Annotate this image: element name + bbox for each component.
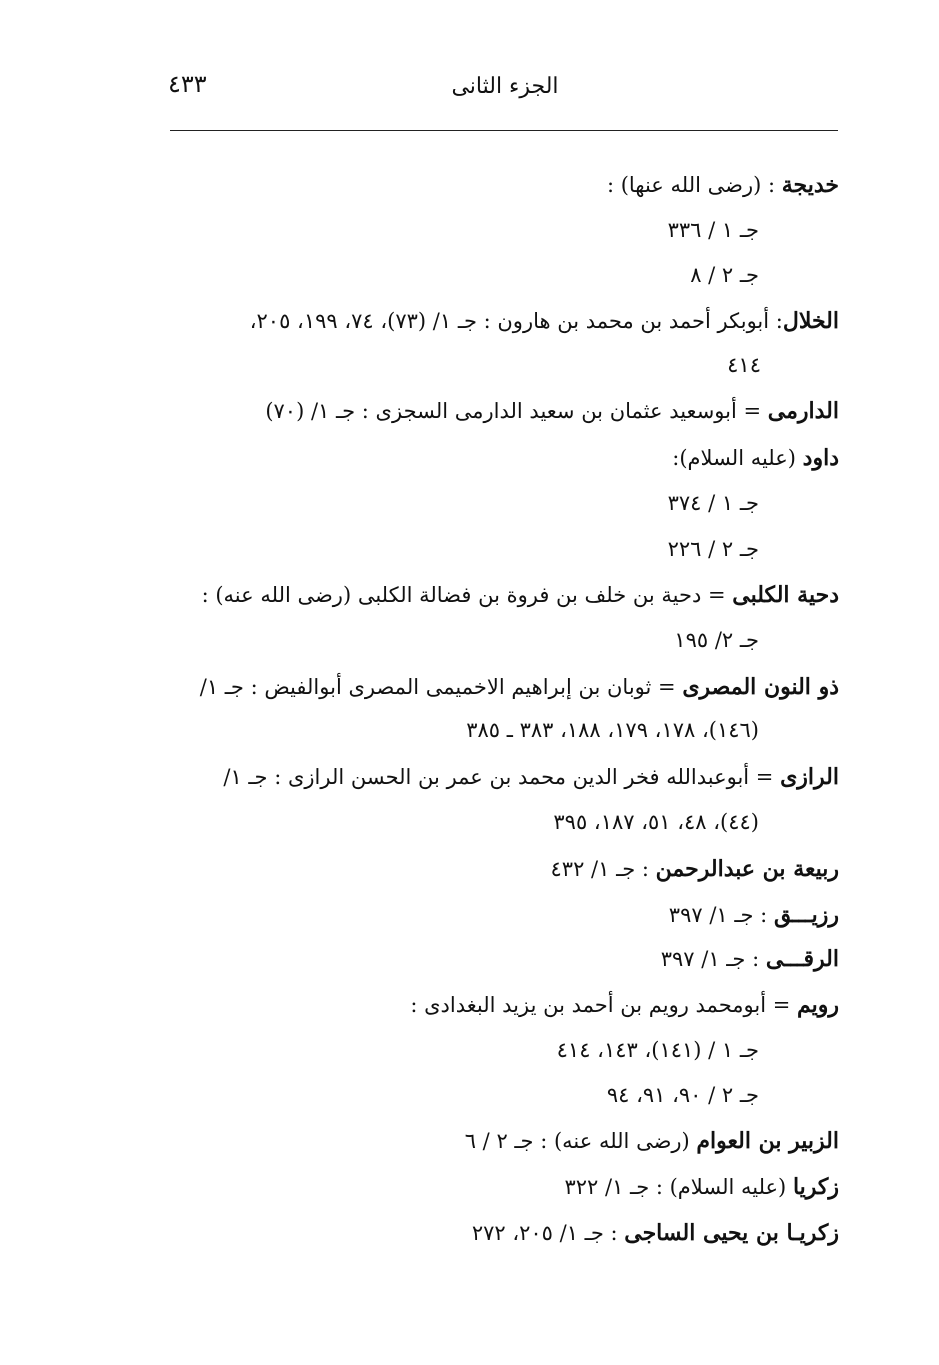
entry-text: جـ ٢ / ٩٠، ٩١، ٩٤ bbox=[606, 1083, 759, 1107]
entry-text: ٤١٤ bbox=[727, 353, 761, 377]
entry-head: داود bbox=[802, 445, 839, 471]
entry-text: = أبومحمد رويم بن أحمد بن يزيد البغدادى : bbox=[410, 993, 797, 1017]
entry-line bbox=[674, 625, 759, 655]
entry-text: = أبوعبدالله فخر الدين محمد بن عمر بن الحسن الرازى : جـ ١/ bbox=[223, 765, 781, 789]
entry-text: (عليه السلام) : جـ ١/ ٣٢٢ bbox=[564, 1175, 793, 1199]
entry-text: = ثوبان بن إبراهيم الاخميمى المصرى أبوالفيض : جـ ١/ bbox=[199, 675, 683, 699]
entry-text: : جـ ١/ ٣٩٧ bbox=[668, 903, 774, 927]
entry-text: : (رضى الله عنها) : bbox=[606, 173, 782, 197]
entry-line bbox=[551, 854, 839, 884]
entry-line bbox=[223, 762, 839, 792]
entry-line bbox=[668, 488, 759, 518]
entry-text: جـ ١ / (١٤١)، ١٤٣، ٤١٤ bbox=[556, 1038, 759, 1062]
entry-line bbox=[472, 1218, 839, 1248]
entry-line bbox=[668, 534, 759, 564]
entry-text: = دحية بن خلف بن فروة بن فضالة الكلبى (رضى الله عنه) : bbox=[201, 583, 733, 607]
entry-line bbox=[465, 1126, 839, 1156]
running-title: الجزء الثانى bbox=[451, 74, 559, 99]
entry-text: (عليه السلام): bbox=[672, 446, 803, 470]
entry-line bbox=[553, 807, 759, 837]
entry-line bbox=[557, 1035, 759, 1065]
entry-line bbox=[202, 580, 839, 610]
entry-line bbox=[265, 396, 839, 426]
entry-text: (رضى الله عنه) : جـ ٢ / ٦ bbox=[464, 1129, 697, 1153]
header-rule bbox=[170, 130, 838, 131]
entry-head: زكريـا بن يحيى الساجى bbox=[624, 1220, 839, 1246]
entry-text: : أبوبكر أحمد بن محمد بن هارون : جـ ١/ (٧٣)، ٧٤، ١٩٩، ٢٠٥، bbox=[249, 309, 783, 333]
entry-head: الدارمى bbox=[767, 398, 839, 424]
page-number: ٤٣٣ bbox=[168, 70, 207, 98]
entry-line bbox=[564, 1172, 839, 1202]
entry-text: : جـ ١/ ٤٣٢ bbox=[550, 857, 656, 881]
entry-line bbox=[668, 215, 759, 245]
entry-text: = أبوسعيد عثمان بن سعيد الدارمى السجزى : جـ ١/ (٧٠) bbox=[265, 399, 768, 423]
entry-line bbox=[727, 350, 761, 380]
entry-line bbox=[661, 944, 839, 974]
entry-line bbox=[410, 990, 839, 1020]
entry-line bbox=[607, 170, 839, 200]
entry-head: الزبير بن العوام bbox=[696, 1128, 839, 1154]
entry-line bbox=[466, 715, 759, 745]
entry-line bbox=[669, 900, 839, 930]
entry-head: ربيعة بن عبدالرحمن bbox=[655, 856, 839, 882]
entry-text: جـ ١ / ٣٣٦ bbox=[667, 218, 759, 242]
entry-text: (١٤٦)، ١٧٨، ١٧٩، ١٨٨، ٣٨٣ ـ ٣٨٥ bbox=[466, 718, 759, 742]
entry-head: الرقـــى bbox=[765, 946, 839, 972]
entry-head: رويم bbox=[796, 992, 839, 1018]
entry-line bbox=[250, 306, 839, 336]
entry-text: جـ ٢ / ٨ bbox=[690, 263, 759, 287]
entry-head: ذو النون المصرى bbox=[682, 674, 839, 700]
entry-head: الخلال bbox=[782, 308, 839, 334]
entry-line bbox=[200, 672, 839, 702]
entry-line bbox=[672, 443, 839, 473]
entry-text: (٤٤)، ٤٨، ٥١، ١٨٧، ٣٩٥ bbox=[553, 810, 759, 834]
entry-text: : جـ ١/ ٣٩٧ bbox=[660, 947, 766, 971]
entry-text: جـ ٢/ ١٩٥ bbox=[674, 628, 759, 652]
entry-text: جـ ١ / ٣٧٤ bbox=[667, 491, 759, 515]
entry-head: رزيـــق bbox=[773, 902, 839, 928]
entry-text: جـ ٢ / ٢٢٦ bbox=[667, 537, 759, 561]
entry-head: خديجة bbox=[781, 172, 839, 198]
entry-line bbox=[607, 1080, 759, 1110]
entry-head: دحية الكلبى bbox=[732, 582, 839, 608]
entry-text: : جـ ١/ ٢٠٥، ٢٧٢ bbox=[471, 1221, 625, 1245]
entry-head: زكريا bbox=[792, 1174, 839, 1200]
entry-line bbox=[690, 260, 759, 290]
entry-head: الرازى bbox=[780, 764, 839, 790]
